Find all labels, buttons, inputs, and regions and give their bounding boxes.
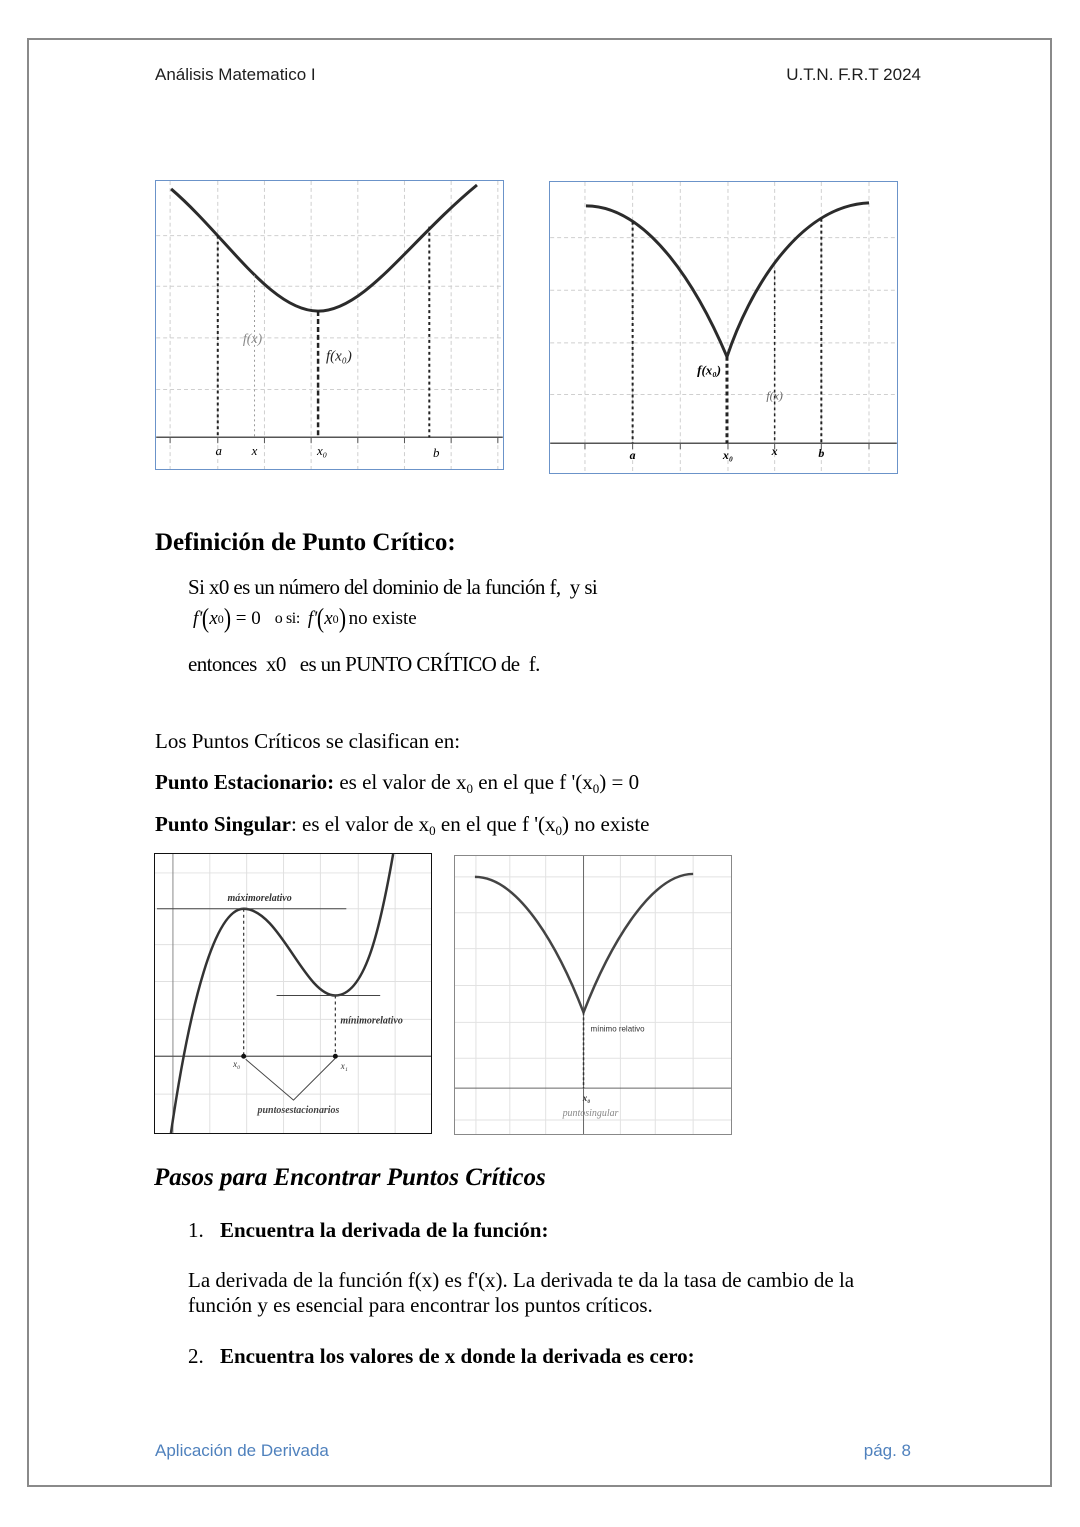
text: en el que f '(x [435, 812, 556, 836]
tick-label-b: b [433, 445, 440, 461]
tick-label-x0: x₀ [722, 448, 734, 463]
step-number: 1. [188, 1218, 204, 1242]
point-label-fx0: f(x₀) [326, 348, 352, 365]
definition-title: Definición de Punto Crítico: [155, 529, 456, 556]
stationary-point-x0 [241, 1054, 246, 1059]
singular-point-definition [155, 812, 649, 837]
paren-open: ( [317, 603, 325, 633]
figure-stationary-points [154, 853, 432, 1134]
tick-label-x0: x₀ [316, 443, 328, 459]
subscript: 0 [429, 823, 436, 838]
function-curve [586, 203, 869, 357]
curve-label-fx: f(x) [242, 331, 263, 347]
definition-line-1: Si x0 es un número del dominio de la función f, y si [188, 575, 598, 599]
min-label: mínimorelativo [340, 1015, 403, 1027]
tick-label-x1: x₁ [340, 1061, 348, 1072]
does-not-exist: no existe [348, 607, 417, 629]
tick-label-x: x [771, 444, 778, 459]
equals-zero: = 0 [235, 607, 261, 629]
variable-x: x [209, 607, 218, 629]
step-1 [188, 1218, 548, 1243]
stationary-point-definition [155, 770, 639, 795]
grid [455, 856, 731, 1134]
subscript: 0 [592, 781, 600, 796]
curve-label-fx: f(x) [766, 388, 783, 403]
paren-close: ) [338, 603, 346, 633]
text: : es el valor de x [290, 812, 430, 836]
text: ) = 0 [599, 770, 640, 794]
step-2 [188, 1344, 695, 1369]
tick-label-x: x [251, 443, 258, 459]
step-number: 2. [188, 1344, 204, 1368]
subscript: 0 [555, 823, 562, 838]
grid [550, 182, 897, 473]
point-label-fx0: f(x₀) [697, 362, 722, 378]
paren-open: ( [202, 603, 210, 633]
text: es el valor de x [334, 770, 467, 794]
footer-section-title: Aplicación de Derivada [155, 1441, 329, 1460]
f-prime: f' [193, 607, 203, 629]
variable-x: x [324, 607, 333, 629]
min-label: mínimo relativo [590, 1024, 645, 1034]
stationary-point-label: Punto Estacionario: [155, 770, 335, 794]
tick-label-a: a [629, 448, 636, 463]
text: en el que f '(x [472, 770, 593, 794]
singular-point-label: Punto Singular [155, 812, 291, 836]
paren-close: ) [223, 603, 231, 633]
critical-point-condition: f' ( x 0 ) = 0 o si: f' ( x 0 ) no existe [193, 603, 417, 633]
header-course-title: Análisis Matematico I [155, 65, 316, 84]
tick-label-x0: x₀ [582, 1093, 591, 1104]
definition-line-3: entonces x0 es un PUNTO CRÍTICO de f. [188, 652, 540, 676]
stationary-points-label: puntosestacionarios [257, 1105, 340, 1117]
step-title: Encuentra los valores de x donde la derivada es cero: [220, 1344, 695, 1368]
figure-singular-point [454, 855, 732, 1135]
max-label: máximorelativo [227, 892, 292, 904]
f-prime: f' [307, 607, 318, 629]
classification-intro: Los Puntos Críticos se clasifican en: [155, 729, 461, 753]
tick-label-x0: x₀ [233, 1059, 241, 1070]
text: ) no existe [562, 812, 650, 836]
or-if: o si: [274, 609, 300, 627]
subscript: 0 [466, 781, 473, 796]
tick-label-b: b [818, 446, 825, 461]
figure-smooth-minimum [155, 180, 504, 470]
step-1-body: La derivada de la función f(x) es f'(x). La derivada te da la tasa de cambio de la función y es esencial para encontrar los puntos críticos. [188, 1268, 855, 1317]
tick-label-a: a [215, 443, 222, 459]
header-institution: U.T.N. F.R.T 2024 [786, 65, 921, 84]
steps-title: Pasos para Encontrar Puntos Críticos [154, 1164, 546, 1191]
step-title: Encuentra la derivada de la función: [220, 1218, 549, 1242]
singular-point-label: puntosingular [562, 1108, 619, 1120]
footer-page-number: pág. 8 [863, 1441, 911, 1460]
figure-cusp-minimum [549, 181, 898, 474]
stationary-point-x1 [333, 1054, 338, 1059]
